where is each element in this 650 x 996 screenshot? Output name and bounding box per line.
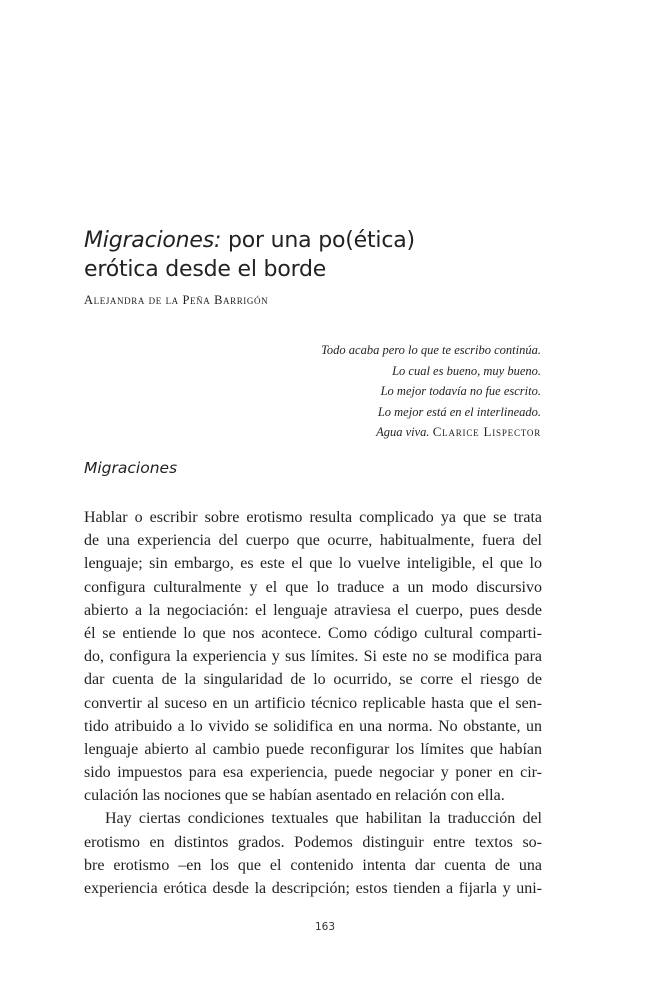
body-line: lenguaje; sin embargo, es este el que lo vuelve inteligible, el que lo: [84, 555, 542, 573]
chapter-author: Alejandra de la Peña Barrigón: [84, 293, 269, 307]
body-line: configura culturalmente y el que lo traduce a un modo discursivo: [84, 578, 542, 596]
chapter-title-rest: por una po(ética): [221, 228, 415, 253]
body-line: dar cuenta de la singularidad de lo ocurrido, se corre el riesgo de: [84, 671, 542, 689]
body-line: Hablar o escribir sobre erotismo resulta complicado ya que se trata: [84, 509, 542, 526]
epigraph-source-author: Clarice Lispector: [432, 424, 541, 439]
body-line: sido impuestos para esa experiencia, puede negociar y poner en cir-: [84, 764, 542, 782]
body-line: convertir al suceso en un artificio técnico replicable hasta que el sen-: [84, 694, 542, 712]
epigraph-line: Todo acaba pero lo que te escribo continúa.: [321, 343, 541, 357]
body-line: experiencia erótica desde la descripción; estos tienden a fijarla y uni-: [84, 880, 542, 897]
body-line: tido atribuido a lo vivido se solidifica en una norma. No obstante, un: [84, 717, 542, 735]
epigraph-source-book: Agua viva.: [376, 425, 430, 439]
body-line: do, configura la experiencia y sus límites. Si este no se modifica para: [84, 648, 542, 666]
body-line: bre erotismo –en los que el contenido intenta dar cuenta de una: [84, 856, 542, 874]
body-line: él se entiende lo que nos acontece. Como código cultural comparti-: [84, 624, 542, 642]
chapter-title-line-2: erótica desde el borde: [84, 257, 327, 282]
body-line: erotismo en distintos grados. Podemos distinguir entre textos so-: [84, 833, 542, 851]
body-line: Hay ciertas condiciones textuales que habilitan la traducción del: [105, 810, 542, 828]
epigraph-line: Lo mejor está en el interlineado.: [377, 404, 541, 419]
chapter-title-line-1: [84, 226, 554, 255]
epigraph: [321, 340, 541, 443]
body-line: lenguaje abierto al cambio puede reconfigurar los límites que habían: [84, 740, 542, 758]
chapter-title: [84, 226, 554, 284]
section-heading: Migraciones: [84, 459, 178, 477]
epigraph-line: Lo mejor todavía no fue escrito.: [380, 384, 541, 398]
epigraph-line: Lo cual es bueno, muy bueno.: [392, 363, 541, 378]
body-line: abierto a la negociación: el lenguaje atraviesa el cuerpo, pues desde: [84, 601, 542, 619]
epigraph-source: [321, 422, 541, 443]
chapter-title-italic: Migraciones:: [84, 228, 222, 253]
page-number: 163: [314, 921, 336, 933]
body-line: culación las nociones que se habían asentado en relación con ella.: [84, 787, 505, 805]
body-text: [84, 506, 542, 900]
body-line: de una experiencia del cuerpo que ocurre, habitualmente, fuera del: [84, 532, 542, 550]
